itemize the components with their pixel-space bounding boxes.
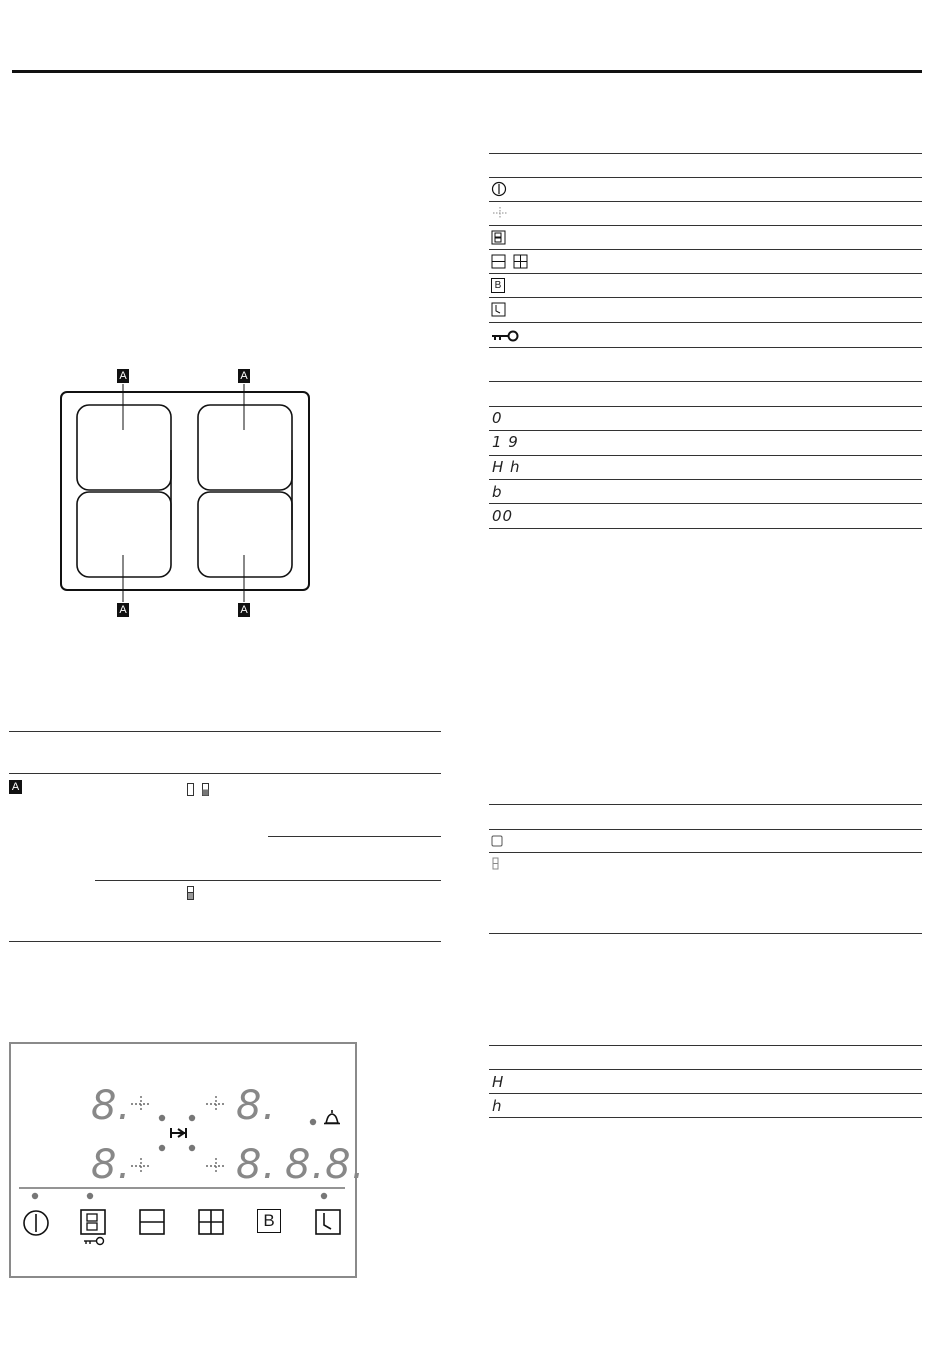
display-symbol-boost: b [492, 483, 503, 501]
table-rule [95, 880, 441, 881]
zone-display-rear-left: 8. [91, 1142, 132, 1188]
table-rule [9, 773, 441, 774]
minus-plus-icons [491, 254, 529, 269]
zone-label-a: A [238, 603, 250, 617]
zone-label-a: A [117, 369, 129, 383]
table-rule [489, 201, 922, 202]
key-lock-icon [83, 1236, 105, 1246]
table-rule [489, 430, 922, 431]
table-rule [489, 1045, 922, 1046]
table-rule [489, 322, 922, 323]
residual-heat-low: h [492, 1097, 503, 1115]
hob-outline-figure [50, 360, 340, 622]
timer-button[interactable] [315, 1209, 341, 1235]
display-symbol-range: 1 9 [492, 433, 519, 451]
square-icon [491, 835, 503, 847]
table-rule [489, 381, 922, 382]
row-label-a: A [9, 780, 22, 794]
boost-icon: B [491, 278, 505, 293]
table-rule [489, 1117, 922, 1118]
table-rule [489, 177, 922, 178]
zone-select-button[interactable] [80, 1209, 106, 1235]
sparkle-icon [492, 206, 508, 220]
timer-icon [491, 302, 506, 317]
zone-display-rear-right: 8. [236, 1142, 277, 1188]
minus-button[interactable] [139, 1209, 165, 1235]
key-lock-icon [491, 330, 519, 342]
table-rule [489, 852, 922, 853]
table-rule [489, 528, 922, 529]
hob-diagram [50, 360, 340, 622]
table-rule [489, 406, 922, 407]
table-rule [489, 503, 922, 504]
power-icon[interactable] [22, 1209, 50, 1237]
timer-display: 8.8. [285, 1142, 366, 1188]
table-rule [489, 347, 922, 348]
zone-label-a: A [117, 603, 129, 617]
top-rule [12, 70, 922, 73]
plus-button[interactable] [198, 1209, 224, 1235]
display-symbol-residual: H h [492, 458, 521, 476]
power-icon [491, 181, 507, 197]
display-symbol-timer: 00 [492, 507, 514, 525]
table-rule [489, 829, 922, 830]
table-rule [489, 479, 922, 480]
table-rule [9, 941, 441, 942]
table-rule [489, 804, 922, 805]
zone-label-a: A [238, 369, 250, 383]
table-rule [489, 273, 922, 274]
boost-button[interactable]: B [257, 1209, 281, 1233]
extended-zone-icon [187, 886, 195, 900]
table-rule [489, 297, 922, 298]
table-rule [489, 153, 922, 154]
table-rule [489, 225, 922, 226]
table-rule [489, 933, 922, 934]
table-rule [489, 455, 922, 456]
table-rule [489, 249, 922, 250]
dual-zone-icon [492, 857, 500, 870]
control-panel [9, 1042, 366, 1278]
display-symbol-zero: 0 [492, 409, 503, 427]
table-rule [489, 1093, 922, 1094]
table-rule [489, 1069, 922, 1070]
dual-zone-icon [187, 783, 215, 796]
residual-heat-high: H [492, 1073, 505, 1091]
zone-display-front-right: 8. [236, 1083, 277, 1129]
bell-icon [323, 1108, 341, 1128]
table-rule [268, 836, 441, 837]
zone-display-front-left: 8. [91, 1083, 132, 1129]
table-rule [9, 731, 441, 732]
zone-select-icon [491, 230, 506, 245]
